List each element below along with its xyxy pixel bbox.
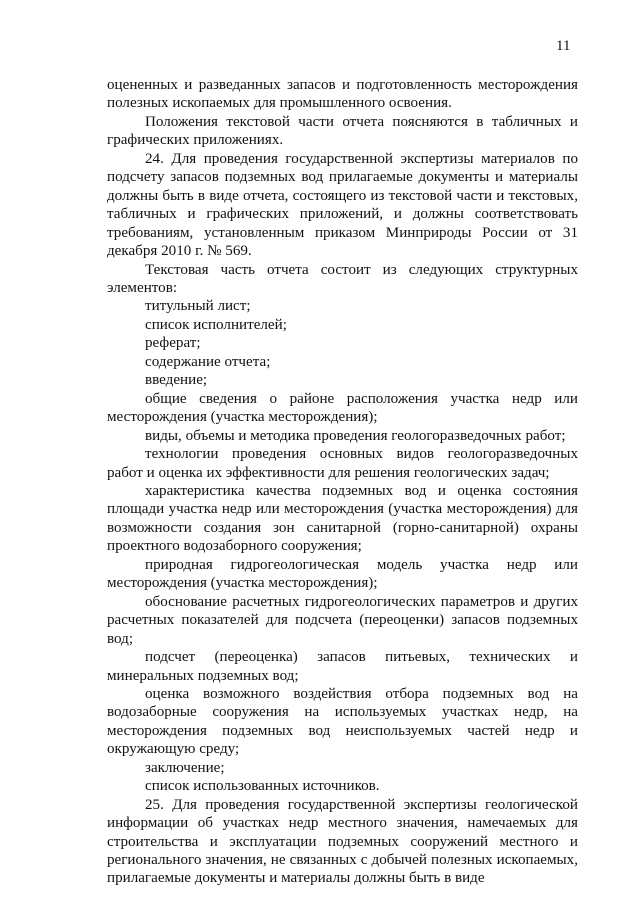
list-item: природная гидрогеологическая модель участка недр или месторождения (участка месторождения); [107,556,578,592]
list-item: технологии проведения основных видов геологоразведочных работ и оценка их эффективности для решения геологических задач; [107,446,578,481]
list-item: обоснование расчетных гидрогеологических параметров и других расчетных показателей для подсчета (переоценки) запасов подземных вод; [107,593,578,647]
structure-list [107,297,578,795]
paragraph-item-24: 24. Для проведения государственной экспертизы материалов по подсчету запасов подземных вод прилагаемые документы и материалы должны быть в виде отчета, состоящего из текстовой части и текстовых, табличных и графических приложений, и должны соответствовать требованиям, установленным приказом Минприроды России от 31 декабря 2010 г. № 569. [107,150,578,260]
document-body [107,76,578,888]
list-item: виды, объемы и методика проведения геологоразведочных работ; [145,427,566,444]
list-item: список исполнителей; [145,316,287,333]
list-item: реферат; [145,335,201,352]
list-item: содержание отчета; [145,353,271,370]
paragraph-appendices-note: Положения текстовой части отчета поясняются в табличных и графических приложениях. [107,113,578,149]
list-item: характеристика качества подземных вод и оценка состояния площади участка недр или месторождения (участка месторождения) для возможности создания зон санитарной (горно-санитарной) охраны проектного водозаборного сооружения; [107,482,578,555]
paragraph-continuation: оцененных и разведанных запасов и подготовленность месторождения полезных ископаемых для промышленного освоения. [107,77,578,112]
list-item: заключение; [145,759,225,776]
list-item: титульный лист; [145,298,251,315]
list-item: оценка возможного воздействия отбора подземных вод на водозаборные сооружения на используемых участках недр, на месторождения подземных вод неиспользуемых частей недр и окружающую среду; [107,685,578,758]
page-number: 11 [556,38,571,54]
list-item: подсчет (переоценка) запасов питьевых, технических и минеральных подземных вод; [107,649,578,684]
list-item: список использованных источников. [145,778,380,795]
list-item: общие сведения о районе расположения участка недр или месторождения (участка месторождения); [107,390,578,426]
list-item: введение; [145,372,208,389]
paragraph-item-25: 25. Для проведения государственной экспертизы геологической информации об участках недр местного значения, намечаемых для строительства и эксплуатации подземных сооружений местного и регионального значения, не связанных с добычей полезных ископаемых, прилагаемые документы и материалы должны быть в виде [107,796,578,887]
paragraph-structure-intro: Текстовая часть отчета состоит из следующих структурных элементов: [107,261,578,296]
